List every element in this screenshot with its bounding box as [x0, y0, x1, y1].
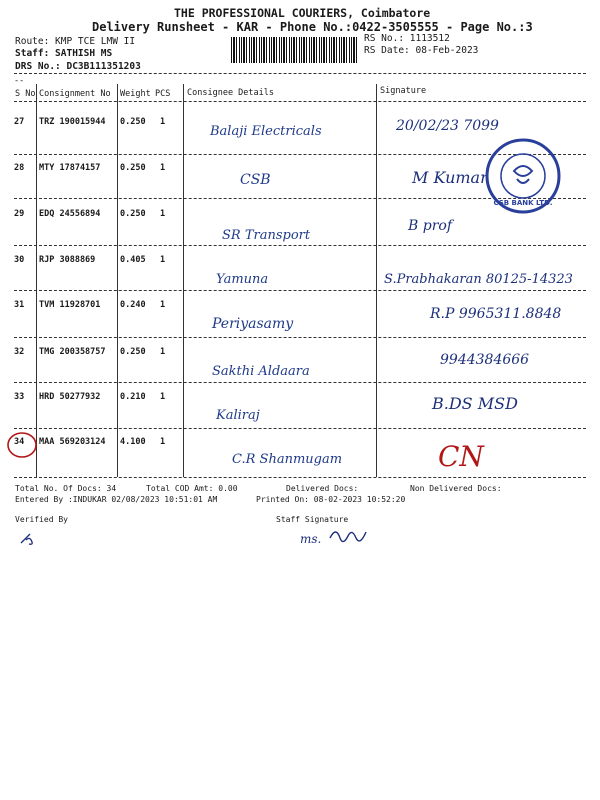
row-consignment: HRD 50277932 [39, 392, 101, 402]
divider [14, 73, 586, 74]
row-consignment: MTY 17874157 [39, 163, 101, 173]
col-consignment: Consignment No [39, 89, 111, 99]
row-pcs: 1 [160, 163, 166, 173]
col-line [376, 84, 377, 477]
row-consignee-handwritten: Kaliraj [216, 408, 260, 423]
row-signature: CN [438, 440, 484, 473]
row-weight: 0.405 [120, 255, 146, 265]
csb-stamp-icon [484, 137, 562, 215]
col-sno: S No [15, 89, 36, 99]
col-signature: Signature [380, 86, 427, 96]
runsheet-subtitle: Delivery Runsheet - KAR - Phone No.:0422-3505555 - Page No.:3 [92, 20, 533, 34]
verifier-signature-icon [18, 528, 42, 546]
row-sno: 29 [14, 209, 25, 219]
row-signature: R.P 9965311.8848 [430, 306, 562, 322]
row-consignee-handwritten: Balaji Electricals [210, 124, 322, 139]
row-consignment: TMG 200358757 [39, 347, 106, 357]
row-pcs: 1 [160, 437, 166, 447]
row-divider [14, 290, 586, 291]
col-line [36, 84, 37, 477]
row-signature: S.Prabhakaran 80125-14323 [384, 272, 573, 287]
route-label: Route: KMP TCE LMW II [15, 36, 136, 47]
row-pcs: 1 [160, 300, 166, 310]
drs-number: DRS No.: DC3B111351203 [15, 61, 141, 72]
row-divider [14, 428, 586, 429]
row-pcs: 1 [160, 209, 166, 219]
row-consignment: MAA 569203124 [39, 437, 106, 447]
header-divider [14, 101, 586, 102]
row-consignee-handwritten: Sakthi Aldaara [212, 364, 310, 379]
row-signature: B.DS MSD [432, 394, 518, 413]
col-weight: Weight [120, 89, 151, 99]
row-divider [14, 382, 586, 383]
row-consignee-handwritten: CSB [240, 172, 271, 188]
row-weight: 0.250 [120, 163, 146, 173]
printed-on: Printed On: 08-02-2023 10:52:20 [256, 495, 406, 504]
verified-by-label: Verified By [15, 515, 68, 524]
row-sno: 34 [14, 437, 25, 447]
staff-signature-hand: ms. [300, 532, 322, 546]
cod-amount: Total COD Amt: 0.00 [146, 484, 238, 493]
row-weight: 4.100 [120, 437, 146, 447]
row-weight: 0.250 [120, 347, 146, 357]
row-pcs: 1 [160, 347, 166, 357]
row-consignee-handwritten: SR Transport [222, 228, 311, 243]
staff-signature-icon [326, 524, 372, 548]
barcode [231, 37, 359, 63]
row-weight: 0.240 [120, 300, 146, 310]
row-pcs: 1 [160, 255, 166, 265]
row-consignee-handwritten: Yamuna [216, 272, 269, 287]
col-consignee: Consignee Details [187, 88, 274, 98]
row-divider [14, 477, 586, 478]
staff-signature-label: Staff Signature [276, 515, 349, 524]
row-signature: 20/02/23 7099 [396, 118, 499, 134]
row-weight: 0.250 [120, 117, 146, 127]
row-signature: M Kumar [412, 168, 488, 187]
row-signature: 9944384666 [440, 352, 530, 368]
rs-date: RS Date: 08-Feb-2023 [364, 45, 479, 56]
row-consignment: EDQ 24556894 [39, 209, 101, 219]
row-consignee-handwritten: C.R Shanmugam [232, 452, 343, 467]
row-consignment: TVM 11928701 [39, 300, 101, 310]
entered-by: Entered By :INDUKAR 02/08/2023 10:51:01 AM [15, 495, 218, 504]
stamp-text: CSB BANK LTD. [493, 199, 553, 207]
staff-label: Staff: SATHISH MS [15, 48, 113, 59]
company-title: THE PROFESSIONAL COURIERS, Coimbatore [174, 6, 431, 20]
row-sno: 27 [14, 117, 25, 127]
row-weight: 0.210 [120, 392, 146, 402]
row-pcs: 1 [160, 117, 166, 127]
row-divider [14, 245, 586, 246]
non-delivered-docs: Non Delivered Docs: [410, 484, 502, 493]
row-weight: 0.250 [120, 209, 146, 219]
delivered-docs: Delivered Docs: [286, 484, 359, 493]
col-line [183, 84, 184, 477]
row-consignment: RJP 3088869 [39, 255, 96, 265]
row-divider [14, 337, 586, 338]
row-sno: 28 [14, 163, 25, 173]
col-line [117, 84, 118, 477]
rs-number: RS No.: 1113512 [364, 33, 450, 44]
row-sno: 33 [14, 392, 25, 402]
row-sno: 31 [14, 300, 25, 310]
row-sno: 32 [14, 347, 25, 357]
row-pcs: 1 [160, 392, 166, 402]
total-docs: Total No. Of Docs: 34 [15, 484, 117, 493]
col-pcs: PCS [155, 89, 171, 99]
row-consignee-handwritten: Periyasamy [212, 316, 294, 332]
row-sno: 30 [14, 255, 25, 265]
divider-mark: -- [14, 76, 25, 86]
row-consignment: TRZ 190015944 [39, 117, 106, 127]
row-signature: B prof [408, 218, 453, 234]
